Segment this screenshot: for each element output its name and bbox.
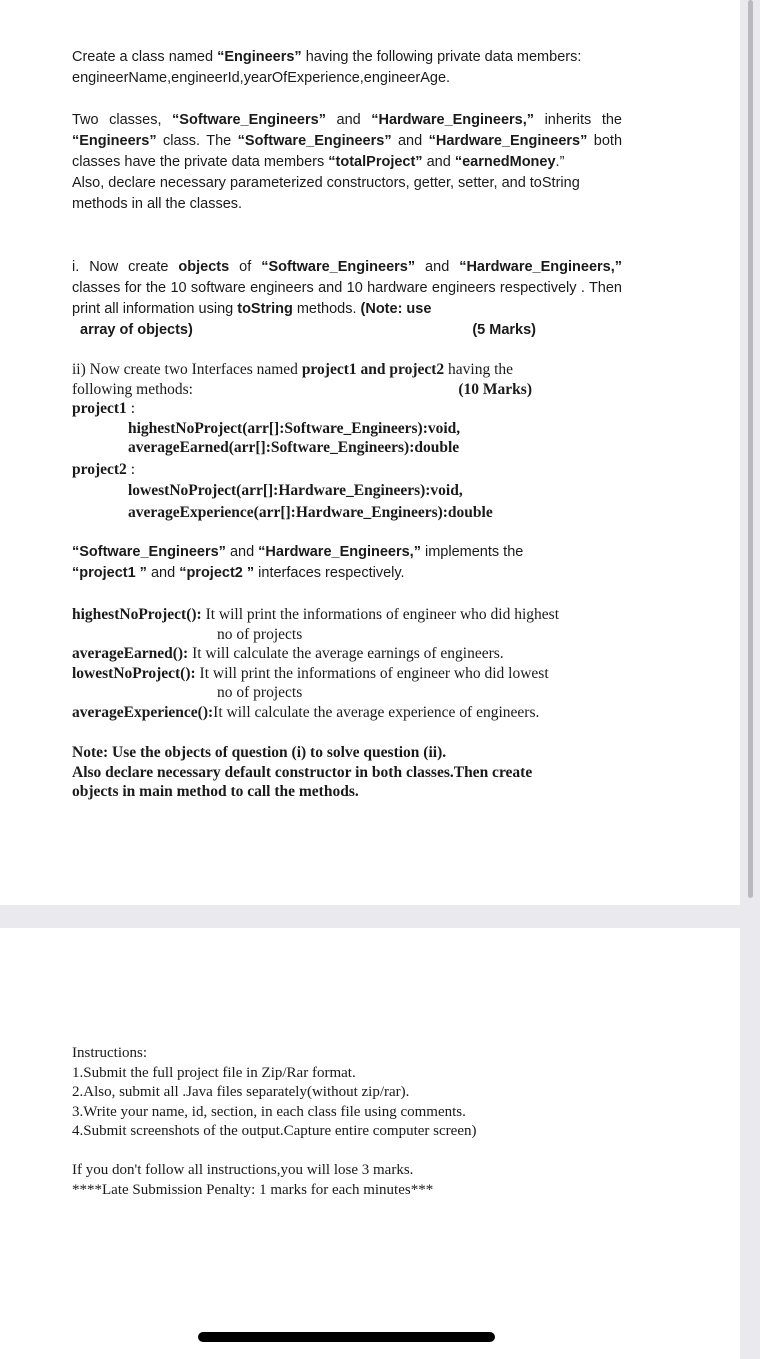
instruction-item: 4.Submit screenshots of the output.Capture entire computer screen) <box>72 1123 477 1139</box>
instruction-item: 1.Submit the full project file in Zip/Rar format. <box>72 1064 356 1081</box>
scrollbar-thumb[interactable] <box>748 0 753 898</box>
intro-paragraph: Create a class named “Engineers” having the following private data members: engineerName,engineerId,yearOfExperience,engineerAge. <box>72 49 582 86</box>
penalty-text: ****Late Submission Penalty: 1 marks for each minutes*** <box>72 1181 434 1198</box>
instruction-item: 2.Also, submit all .Java files separately(without zip/rar). <box>72 1084 410 1100</box>
marks-q2: (10 Marks) <box>458 380 532 398</box>
project1-methods: highestNoProject(arr[]:Software_Engineers):void, averageEarned(arr[]:Software_Engineers):double <box>128 419 461 456</box>
marks-q1: (5 Marks) <box>472 322 536 338</box>
implements-paragraph: “Software_Engineers” and “Hardware_Engineers,” implements the “project1 ” and “project2 ” interfaces respectively. <box>72 544 524 581</box>
document-page-2 <box>0 928 740 1359</box>
inheritance-paragraph: Two classes, “Software_Engineers” and “Hardware_Engineers,” inherits the “Engineers” class. The “Software_Engineers” and “Hardware_Engineers” both classes have the private data members “totalProject” and “earnedMoney.” Also, declare necessary parameterized constructors, getter, setter, and toString methods in all the classes. <box>72 112 623 212</box>
home-indicator[interactable] <box>198 1332 495 1342</box>
question-one: i. Now create objects of “Software_Engineers” and “Hardware_Engineers,” classes for the 10 software engineers and 10 hardware engineers respectively . Then print all information using toString methods. (Note: use array of objects) (5 Marks) <box>72 257 622 341</box>
penalty-block <box>72 1161 632 1200</box>
instruction-item: 3.Write your name, id, section, in each class file using comments. <box>72 1103 466 1120</box>
instructions-title: Instructions: <box>72 1045 147 1061</box>
question-two: ii) Now create two Interfaces named project1 and project2 having the following methods: (10 Marks) project1 : highestNoProject(arr[]:Software_Engineers):void, averageEarned(arr[]:Software_Engineers):double project2 : lowestNoProject(arr[]:Hardware_Engineers):void, averageExperience(arr[]:Hardware_Engineers):double <box>72 360 622 522</box>
instructions-block <box>72 1044 632 1142</box>
note-paragraph: Note: Use the objects of question (i) to solve question (ii). Also declare necessary default constructor in both classes.Then create objects in main method to call the methods. <box>72 744 533 800</box>
method-definitions: highestNoProject(): It will print the informations of engineer who did highest no of projects averageEarned(): It will calculate the average earnings of engineers. lowestNoProject(): It will print the informations of engineer who did lowest no of projects averageExperience():It will calculate the average experience of engineers. <box>72 606 559 721</box>
warning-text: If you don't follow all instructions,you will lose 3 marks. <box>72 1162 414 1178</box>
project2-methods: lowestNoProject(arr[]:Hardware_Engineers):void, averageExperience(arr[]:Hardware_Engineers):double <box>128 482 493 521</box>
